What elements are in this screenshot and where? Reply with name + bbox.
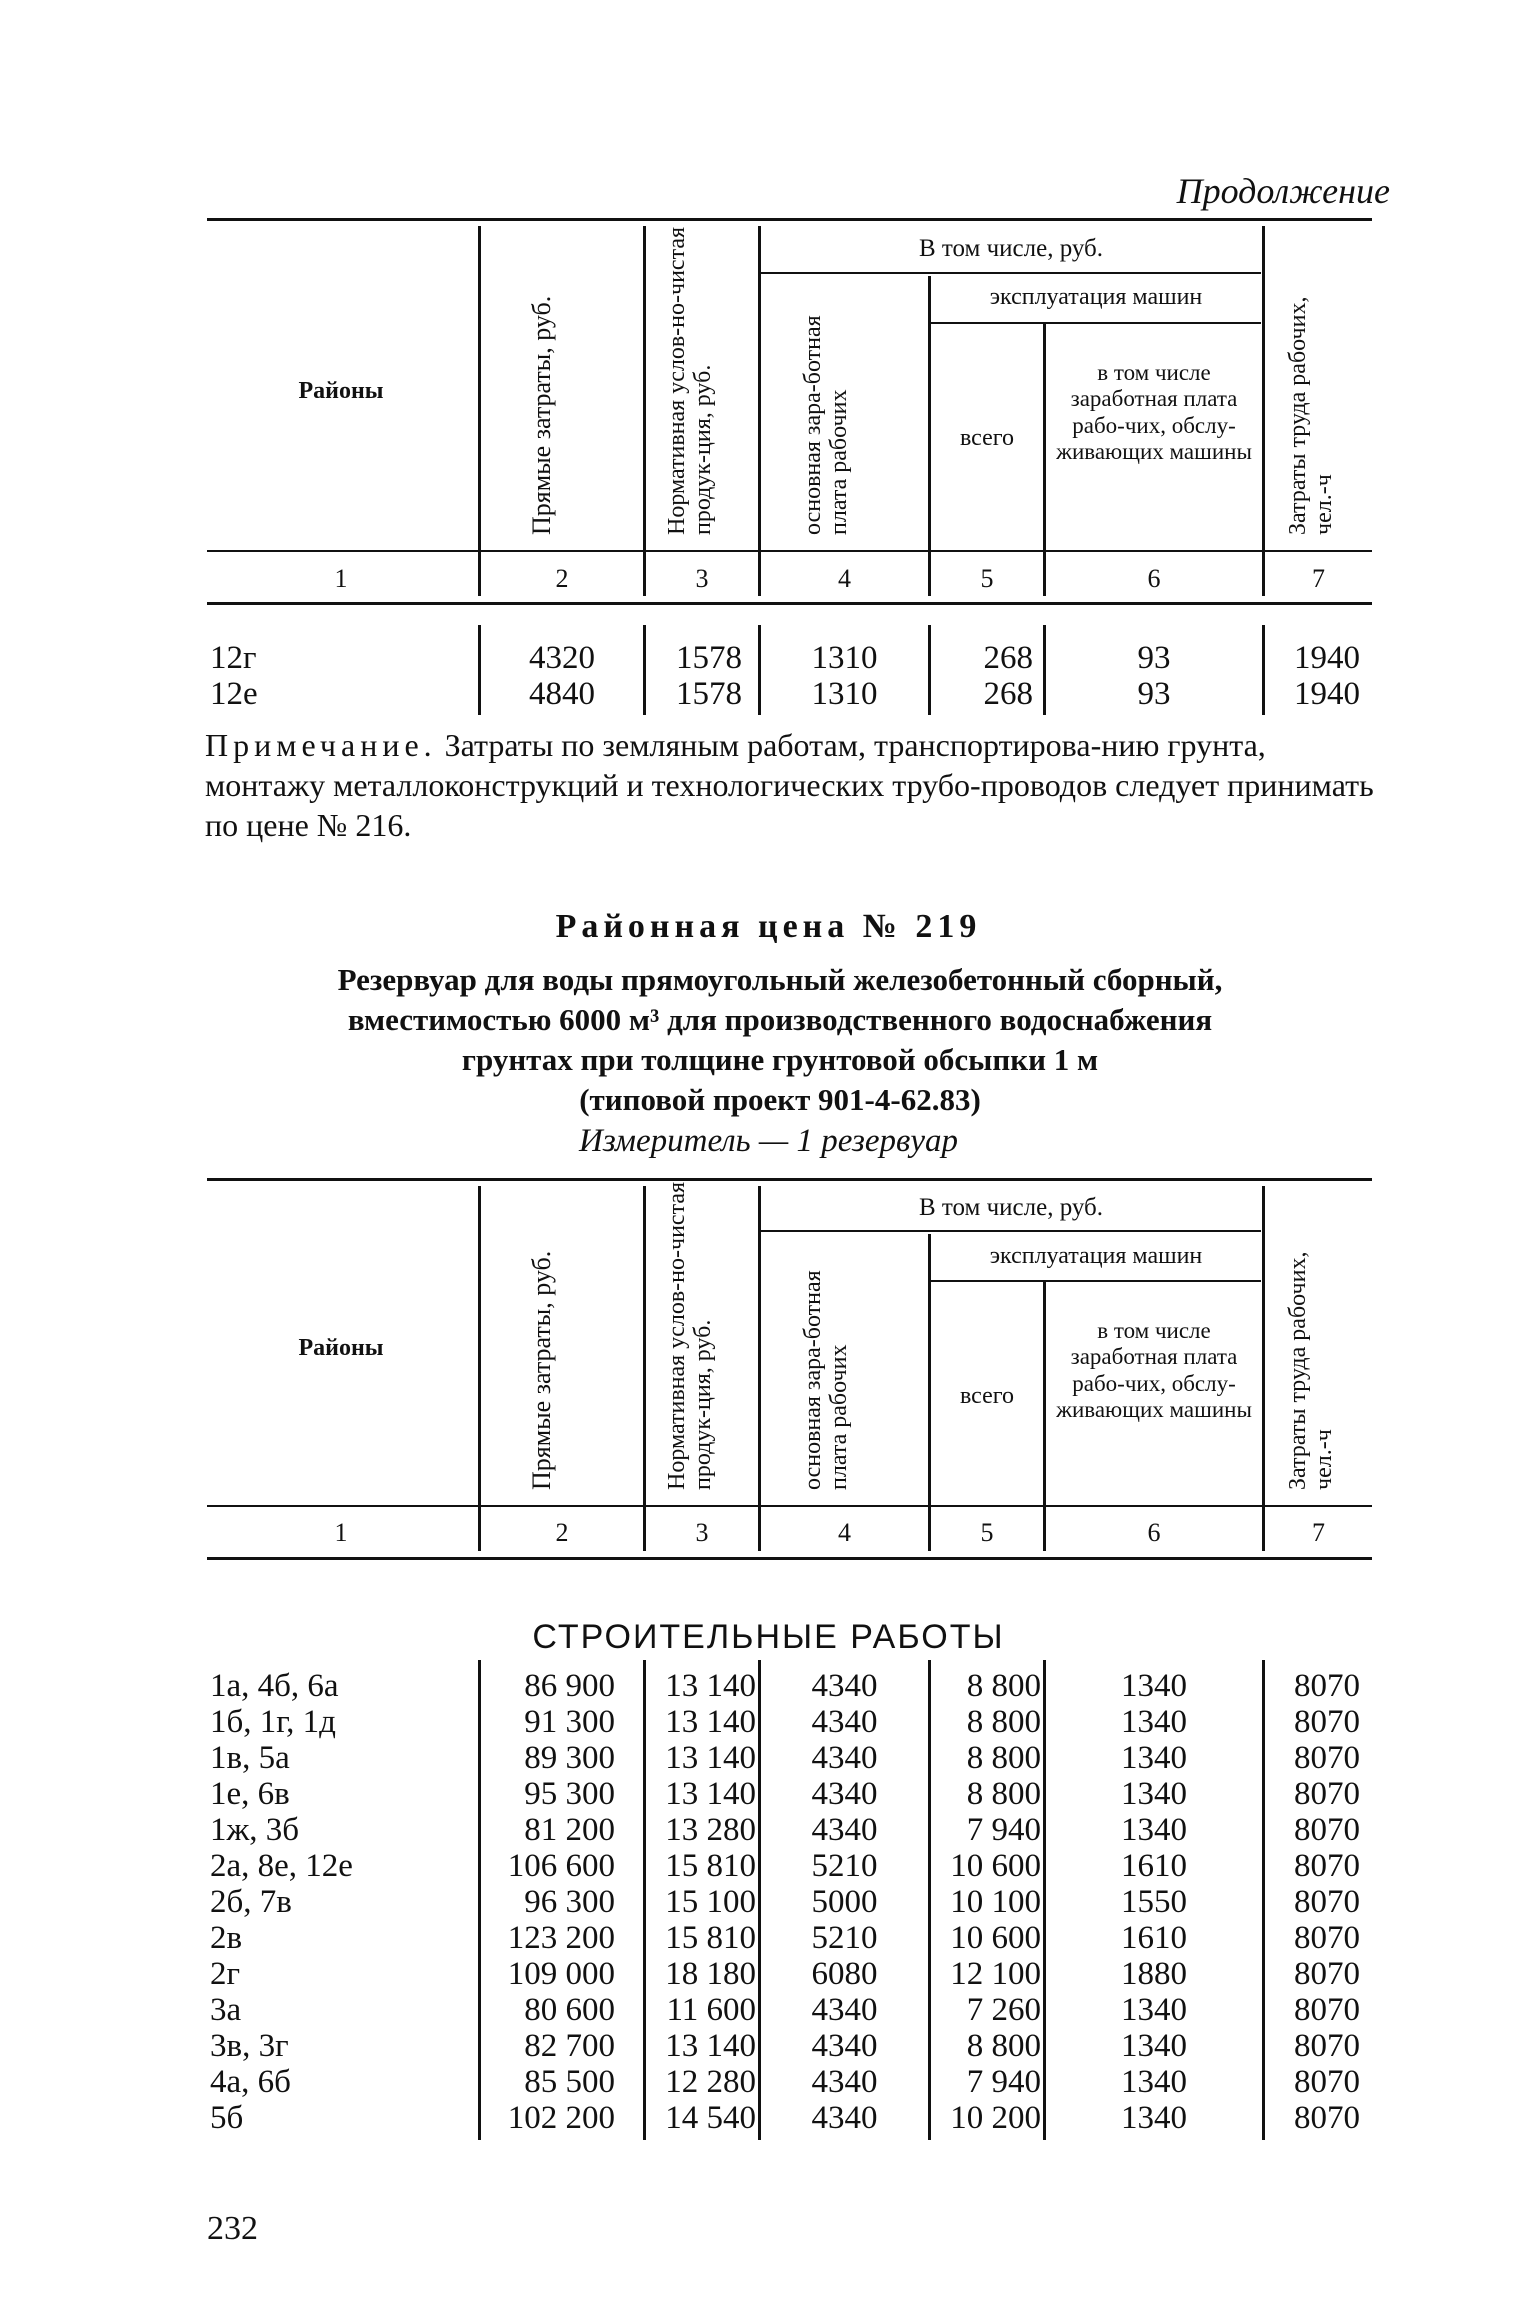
col-number: 3	[695, 564, 709, 593]
cell-direct: 4320	[529, 640, 595, 676]
header-numbers-rule	[207, 1505, 1372, 1507]
cell-machine-wage: 93	[1137, 640, 1171, 676]
cell-wage: 6080	[811, 1956, 878, 1992]
cell-district: 1ж, 3б	[210, 1812, 300, 1848]
col-header-machines: эксплуатация машин	[989, 1243, 1203, 1269]
header-bottom-rule	[207, 1557, 1372, 1560]
cell-normative: 13 280	[665, 1812, 756, 1848]
col-number: 2	[555, 1518, 569, 1547]
col-header-base-wage: основная зара-ботная плата рабочих	[800, 315, 853, 535]
machines-rule	[931, 322, 1261, 324]
subtitle-line: вместимостью 6000 м³ для производственного водоснабжения	[347, 1002, 1213, 1037]
cell-machines: 7 260	[966, 1992, 1041, 2028]
cell-wage: 4340	[811, 1704, 878, 1740]
cell-district: 1а, 4б, 6а	[210, 1668, 339, 1704]
cell-machine-wage: 1340	[1121, 1740, 1187, 1776]
divider	[758, 226, 761, 596]
subtitle-line: (типовой проект 901-4-62.83)	[579, 1082, 981, 1117]
cell-machines: 8 800	[966, 1740, 1041, 1776]
col-header-machine-wage: в том числе заработная плата рабо-чих, обслу-живающих машины	[1056, 360, 1252, 465]
col-number: 6	[1147, 564, 1161, 593]
cell-wage: 5210	[811, 1920, 878, 1956]
cell-machine-wage: 1340	[1121, 1668, 1187, 1704]
divider	[758, 1186, 761, 1551]
subtitle-line: грунтах при толщине грунтовой обсыпки 1 м	[461, 1042, 1099, 1077]
col-header-districts: Районы	[298, 1335, 384, 1361]
cell-direct: 106 600	[507, 1848, 615, 1884]
cell-machine-wage: 1880	[1121, 1956, 1187, 1992]
cell-labor: 8070	[1294, 1740, 1360, 1776]
col-number: 7	[1312, 1518, 1325, 1547]
cell-machine-wage: 1340	[1121, 2100, 1187, 2136]
cell-labor: 8070	[1294, 1704, 1360, 1740]
cell-machines: 10 200	[950, 2100, 1041, 2136]
col-number: 3	[695, 1518, 709, 1547]
cell-labor: 8070	[1294, 1884, 1360, 1920]
cell-direct: 85 500	[524, 2064, 615, 2100]
cell-machine-wage: 1550	[1121, 1884, 1187, 1920]
cell-labor: 8070	[1294, 1776, 1360, 1812]
cell-direct: 4840	[529, 676, 595, 712]
cell-direct: 109 000	[507, 1956, 615, 1992]
divider	[643, 625, 646, 715]
cell-machine-wage: 1340	[1121, 1812, 1187, 1848]
cell-direct: 123 200	[507, 1920, 615, 1956]
cell-direct: 95 300	[524, 1776, 615, 1812]
cell-district: 12е	[210, 676, 258, 712]
cell-machines: 8 800	[966, 1704, 1041, 1740]
cell-wage: 5210	[811, 1848, 878, 1884]
col-header-labor: Затраты труда рабочих, чел.-ч	[1285, 296, 1338, 535]
col-header-normative-production: Нормативная услов-но-чистая продук-ция, руб.	[664, 1181, 717, 1490]
cell-normative: 15 810	[665, 1920, 756, 1956]
cell-labor: 8070	[1294, 1848, 1360, 1884]
header-bottom-rule	[207, 602, 1372, 605]
footnote	[205, 725, 1375, 845]
col-number: 1	[334, 564, 348, 593]
col-header-machine-wage: в том числе заработная плата рабо-чих, обслу-живающих машины	[1056, 1318, 1252, 1423]
col-header-direct-costs: Прямые затраты, руб.	[527, 1250, 556, 1490]
cell-district: 1в, 5а	[210, 1740, 290, 1776]
table2-top-rule	[207, 1178, 1372, 1181]
col-header-including: В том числе, руб.	[918, 235, 1104, 262]
col-header-including: В том числе, руб.	[918, 1194, 1104, 1221]
col-number: 4	[838, 564, 851, 593]
col-number: 5	[980, 1518, 994, 1547]
cell-wage: 4340	[811, 2064, 878, 2100]
cell-direct: 96 300	[524, 1884, 615, 1920]
cell-direct: 80 600	[524, 1992, 615, 2028]
cell-normative: 1578	[676, 640, 742, 676]
cell-normative: 12 280	[665, 2064, 756, 2100]
measure-unit: Измеритель — 1 резервуар	[579, 1123, 958, 1159]
cell-district: 3в, 3г	[210, 2028, 289, 2064]
cell-direct: 82 700	[524, 2028, 615, 2064]
cell-wage: 4340	[811, 2100, 878, 2136]
cell-machine-wage: 1340	[1121, 1992, 1187, 2028]
price-subtitle	[200, 960, 1360, 1120]
cell-machines: 7 940	[966, 2064, 1041, 2100]
cell-wage: 4340	[811, 1812, 878, 1848]
divider	[1262, 1186, 1265, 1551]
footnote-label: Примечание.	[205, 727, 437, 763]
cell-district: 2б, 7в	[210, 1884, 292, 1920]
col-number: 5	[980, 564, 994, 593]
col-number: 6	[1147, 1518, 1161, 1547]
cell-direct: 91 300	[524, 1704, 615, 1740]
group-rule	[761, 272, 1261, 274]
col-header-total: всего	[959, 1383, 1015, 1409]
subtitle-line: Резервуар для воды прямоугольный железобетонный сборный,	[337, 962, 1223, 997]
divider	[643, 226, 646, 596]
cell-machine-wage: 93	[1137, 676, 1171, 712]
cell-machines: 268	[983, 676, 1033, 712]
cell-labor: 8070	[1294, 1812, 1360, 1848]
price-title: Районная цена № 219	[555, 908, 982, 945]
cell-normative: 13 140	[665, 1740, 756, 1776]
machines-rule	[931, 1280, 1261, 1282]
cell-machines: 268	[983, 640, 1033, 676]
cell-normative: 13 140	[665, 1776, 756, 1812]
cell-machines: 12 100	[950, 1956, 1041, 1992]
col-header-total: всего	[959, 425, 1015, 451]
cell-direct: 102 200	[507, 2100, 615, 2136]
cell-labor: 1940	[1294, 676, 1360, 712]
header-numbers-rule	[207, 550, 1372, 552]
cell-district: 3а	[210, 1992, 242, 2028]
cell-normative: 11 600	[666, 1992, 756, 2028]
cell-direct: 81 200	[524, 1812, 615, 1848]
cell-district: 2а, 8е, 12е	[210, 1848, 353, 1884]
continuation-label: Продолжение	[1176, 171, 1390, 211]
divider	[478, 226, 481, 596]
cell-wage: 4340	[811, 2028, 878, 2064]
divider	[1043, 324, 1046, 596]
cell-wage: 4340	[811, 1776, 878, 1812]
cell-labor: 8070	[1294, 1956, 1360, 1992]
cell-district: 2в	[210, 1920, 243, 1956]
cell-machines: 10 600	[950, 1920, 1041, 1956]
cell-labor: 8070	[1294, 1668, 1360, 1704]
cell-wage: 4340	[811, 1740, 878, 1776]
cell-machines: 8 800	[966, 1776, 1041, 1812]
footnote-text: Затраты по земляным работам, транспортирова-нию грунта, монтажу металлоконструкций и технологических трубо-проводов следует принимать по цене № 216.	[205, 727, 1374, 843]
cell-wage: 5000	[811, 1884, 878, 1920]
col-number: 4	[838, 1518, 851, 1547]
cell-machine-wage: 1340	[1121, 2064, 1187, 2100]
divider	[478, 1186, 481, 1551]
cell-district: 1б, 1г, 1д	[210, 1704, 336, 1740]
cell-normative: 15 810	[665, 1848, 756, 1884]
cell-machines: 10 100	[950, 1884, 1041, 1920]
divider	[478, 625, 481, 715]
cell-district: 12г	[210, 640, 257, 676]
cell-district: 5б	[210, 2100, 244, 2136]
cell-labor: 1940	[1294, 640, 1360, 676]
cell-normative: 13 140	[665, 2028, 756, 2064]
col-header-labor: Затраты труда рабочих, чел.-ч	[1285, 1251, 1338, 1490]
cell-normative: 13 140	[665, 1704, 756, 1740]
section-heading: СТРОИТЕЛЬНЫЕ РАБОТЫ	[532, 1618, 1005, 1656]
col-header-normative-production: Нормативная услов-но-чистая продук-ция, руб.	[664, 226, 717, 535]
cell-normative: 18 180	[665, 1956, 756, 1992]
cell-direct: 89 300	[524, 1740, 615, 1776]
cell-labor: 8070	[1294, 1920, 1360, 1956]
cell-normative: 13 140	[665, 1668, 756, 1704]
cell-machines: 8 800	[966, 1668, 1041, 1704]
page-number: 232	[207, 2210, 258, 2247]
cell-machine-wage: 1340	[1121, 1776, 1187, 1812]
cell-wage: 1310	[811, 640, 878, 676]
cell-wage: 1310	[811, 676, 878, 712]
cell-labor: 8070	[1294, 2100, 1360, 2136]
cell-machine-wage: 1340	[1121, 1704, 1187, 1740]
divider	[643, 1186, 646, 1551]
cell-normative: 15 100	[665, 1884, 756, 1920]
col-header-machines: эксплуатация машин	[989, 284, 1203, 310]
cell-wage: 4340	[811, 1668, 878, 1704]
divider	[928, 625, 931, 715]
col-number: 2	[555, 564, 569, 593]
cell-machine-wage: 1610	[1121, 1848, 1187, 1884]
cell-wage: 4340	[811, 1992, 878, 2028]
cell-labor: 8070	[1294, 1992, 1360, 2028]
cell-normative: 1578	[676, 676, 742, 712]
cell-labor: 8070	[1294, 2028, 1360, 2064]
col-header-base-wage: основная зара-ботная плата рабочих	[800, 1270, 853, 1490]
cell-labor: 8070	[1294, 2064, 1360, 2100]
cell-machines: 7 940	[966, 1812, 1041, 1848]
cell-machines: 8 800	[966, 2028, 1041, 2064]
col-header-direct-costs: Прямые затраты, руб.	[527, 295, 556, 535]
cell-district: 4а, 6б	[210, 2064, 291, 2100]
table1-top-rule	[207, 218, 1372, 221]
group-rule	[761, 1230, 1261, 1232]
cell-district: 2г	[210, 1956, 241, 1992]
cell-machines: 10 600	[950, 1848, 1041, 1884]
col-header-districts: Районы	[298, 378, 384, 404]
cell-normative: 14 540	[665, 2100, 756, 2136]
divider	[1043, 1282, 1046, 1551]
cell-direct: 86 900	[524, 1668, 615, 1704]
col-number: 7	[1312, 564, 1325, 593]
cell-machine-wage: 1340	[1121, 2028, 1187, 2064]
divider	[1262, 226, 1265, 596]
cell-machine-wage: 1610	[1121, 1920, 1187, 1956]
col-number: 1	[334, 1518, 348, 1547]
cell-district: 1е, 6в	[210, 1776, 290, 1812]
